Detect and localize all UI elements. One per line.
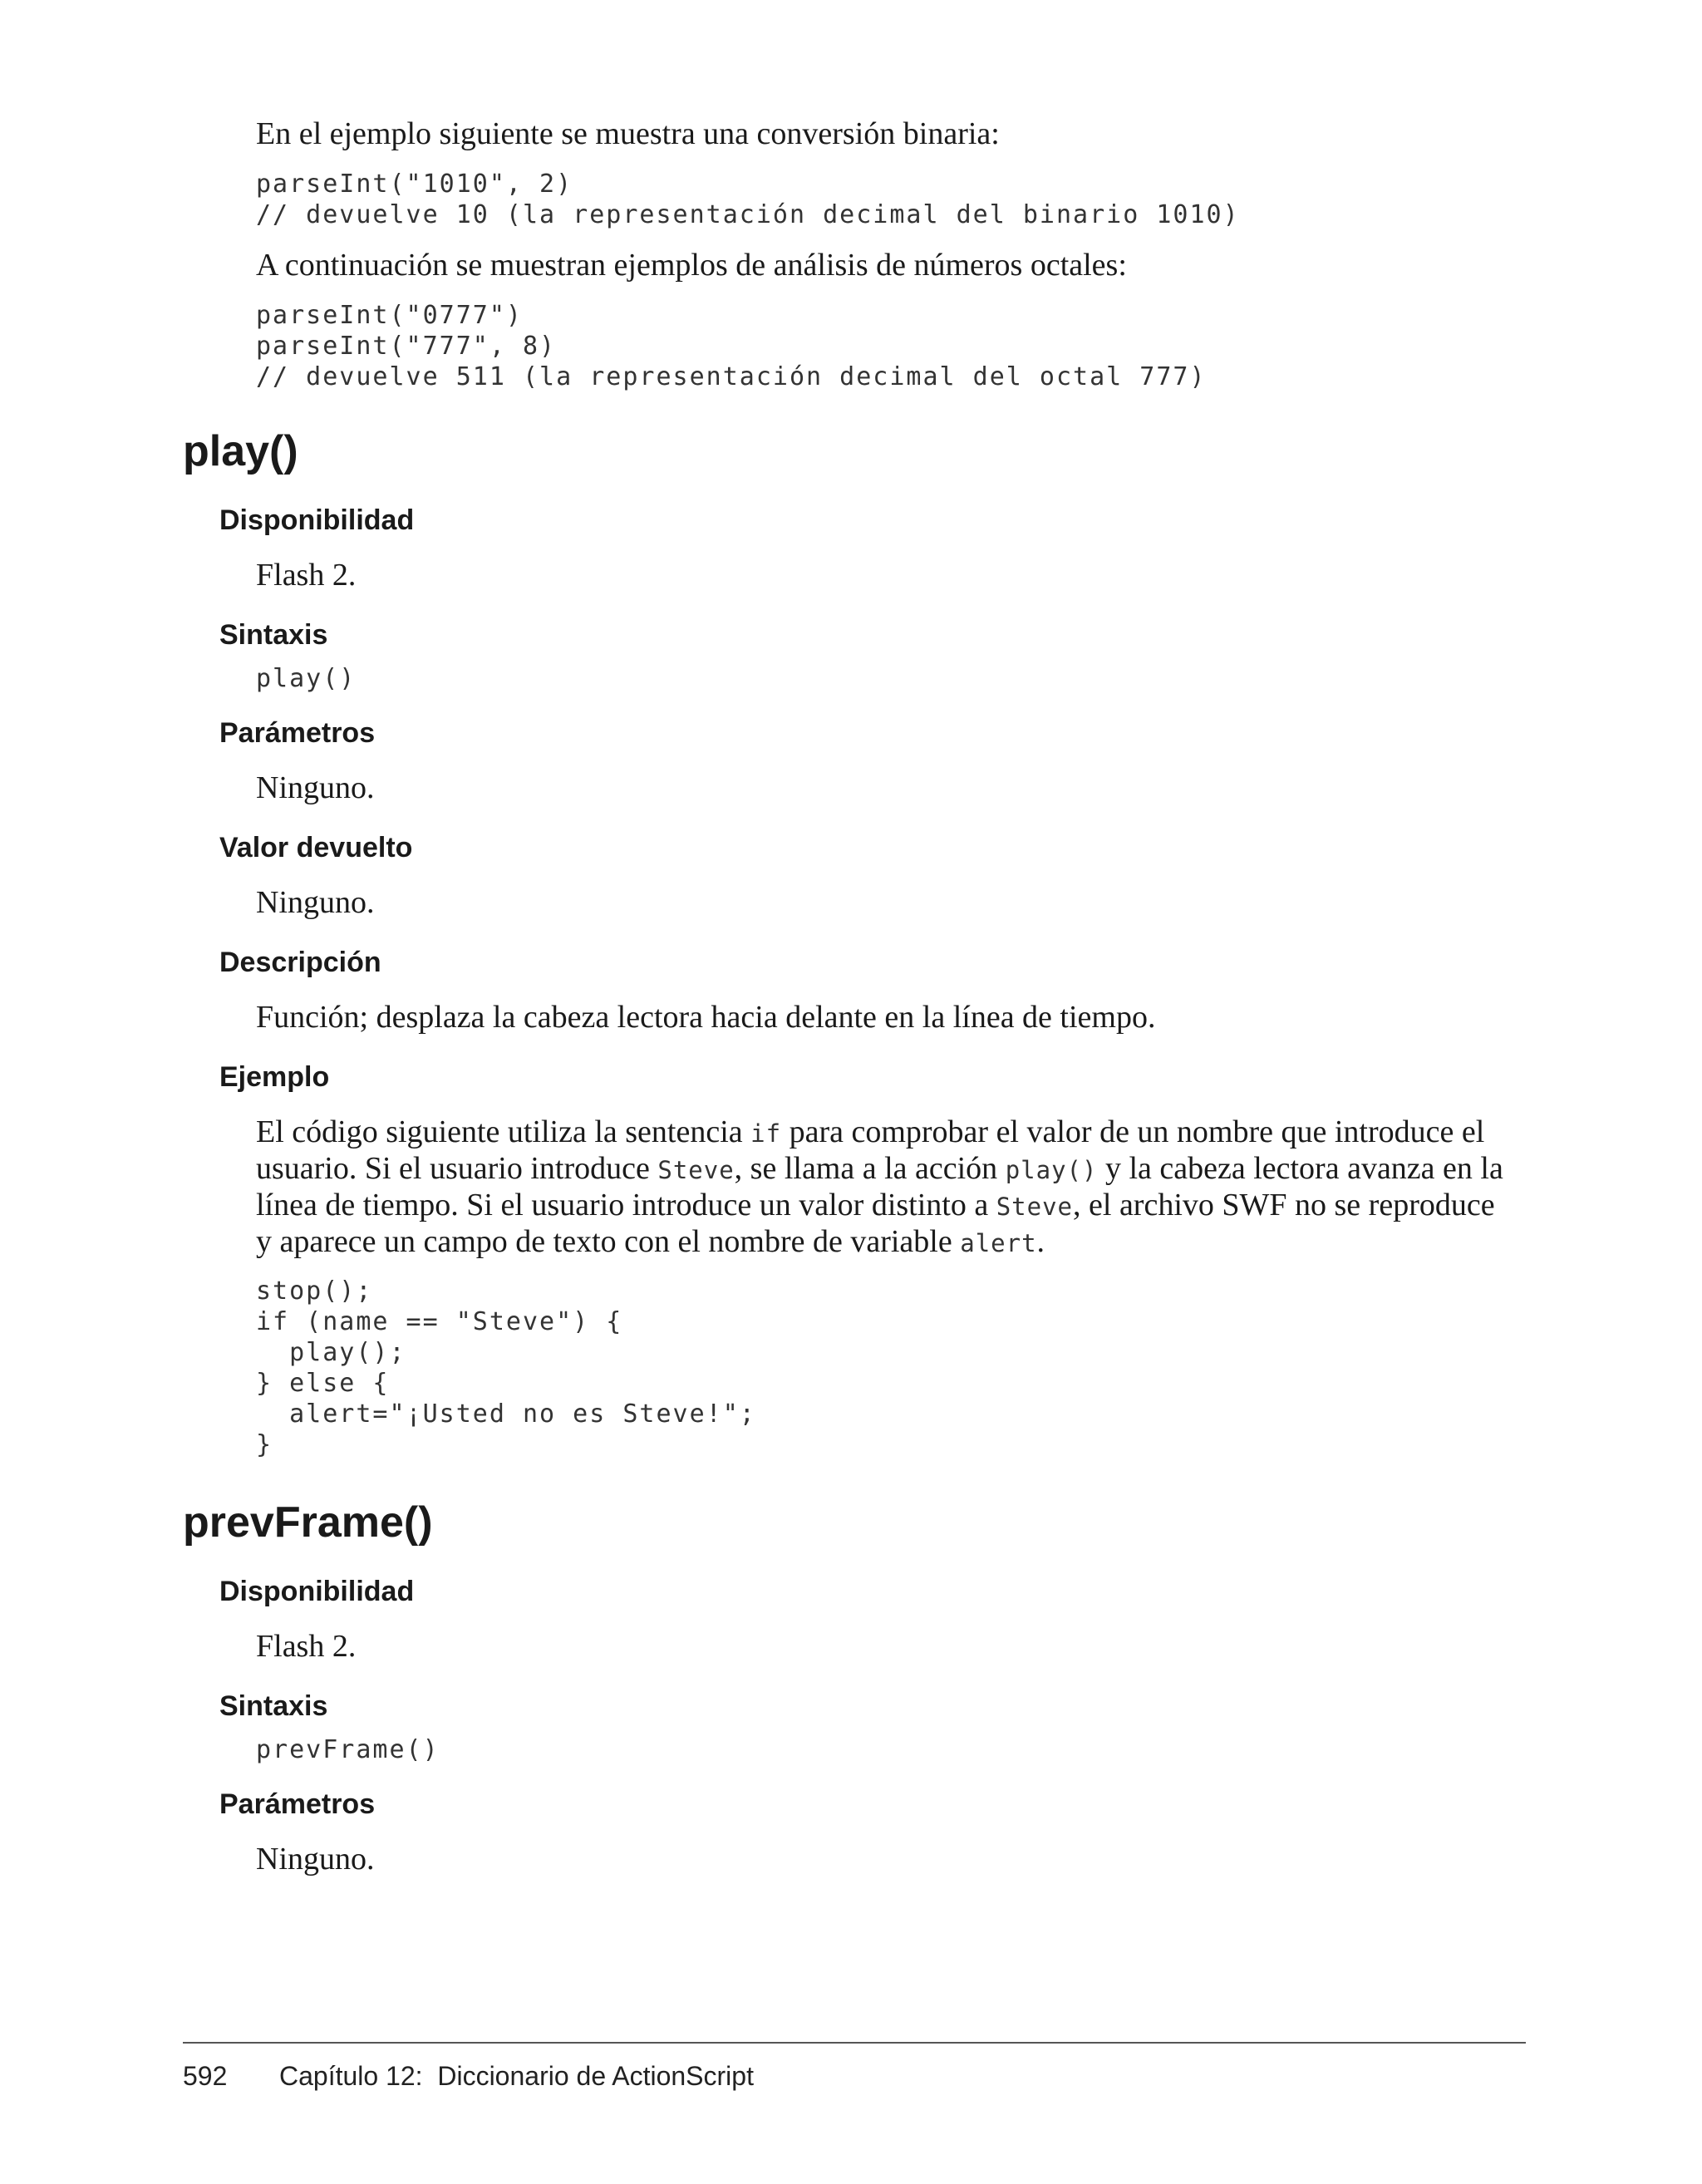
code-line: play();	[256, 1338, 406, 1367]
inline-code: play()	[1005, 1156, 1098, 1184]
code-line: }	[256, 1430, 273, 1459]
syntax-code: prevFrame()	[256, 1735, 440, 1764]
code-line: parseInt("1010", 2)	[256, 170, 573, 199]
example-text-line: El código siguiente utiliza la sentencia if para comprobar el valor de un nombre que introduce el	[256, 1114, 1485, 1149]
syntax-heading: Sintaxis	[219, 1690, 328, 1722]
availability-text: Flash 2.	[256, 558, 357, 593]
example-text-line: y aparece un campo de texto con el nombre de variable alert.	[256, 1224, 1045, 1259]
return-heading: Valor devuelto	[219, 832, 413, 863]
code-line: parseInt("0777")	[256, 301, 523, 330]
chapter-title: Capítulo 12: Diccionario de ActionScript	[279, 2061, 754, 2091]
parameters-heading: Parámetros	[219, 717, 376, 749]
code-line: alert="¡Usted no es Steve!";	[256, 1399, 756, 1429]
parameters-heading: Parámetros	[219, 1788, 376, 1820]
inline-code: if	[750, 1119, 782, 1148]
code-line: } else {	[256, 1369, 390, 1398]
binary-example-intro: En el ejemplo siguiente se muestra una conversión binaria:	[256, 116, 1000, 151]
inline-code: Steve	[657, 1156, 735, 1184]
code-line: // devuelve 511 (la representación decimal del octal 777)	[256, 362, 1207, 391]
page-number: 592	[183, 2061, 228, 2091]
code-line: parseInt("777", 8)	[256, 332, 557, 361]
section-title-prevframe: prevFrame()	[183, 1498, 433, 1547]
code-line: if (name == "Steve") {	[256, 1307, 623, 1336]
code-line: // devuelve 10 (la representación decimal del binario 1010)	[256, 200, 1240, 229]
parameters-text: Ninguno.	[256, 770, 375, 805]
description-text: Función; desplaza la cabeza lectora hacia delante en la línea de tiempo.	[256, 1000, 1156, 1035]
syntax-code: play()	[256, 664, 357, 693]
example-text-line: línea de tiempo. Si el usuario introduce un valor distinto a Steve, el archivo SWF no se reproduce	[256, 1188, 1495, 1222]
example-heading: Ejemplo	[219, 1061, 330, 1093]
inline-code: Steve	[996, 1193, 1074, 1221]
return-text: Ninguno.	[256, 885, 375, 920]
availability-heading: Disponibilidad	[219, 504, 415, 536]
availability-heading: Disponibilidad	[219, 1576, 415, 1607]
syntax-heading: Sintaxis	[219, 619, 328, 651]
code-line: stop();	[256, 1276, 373, 1306]
example-text-line: usuario. Si el usuario introduce Steve, se llama a la acción play() y la cabeza lectora avanza en la	[256, 1151, 1503, 1186]
inline-code: alert	[960, 1229, 1037, 1257]
section-title-play: play()	[183, 427, 298, 475]
parameters-text: Ninguno.	[256, 1842, 375, 1877]
footer-rule	[183, 2042, 1526, 2044]
availability-text: Flash 2.	[256, 1629, 357, 1664]
octal-example-intro: A continuación se muestran ejemplos de análisis de números octales:	[256, 248, 1127, 283]
description-heading: Descripción	[219, 947, 381, 978]
